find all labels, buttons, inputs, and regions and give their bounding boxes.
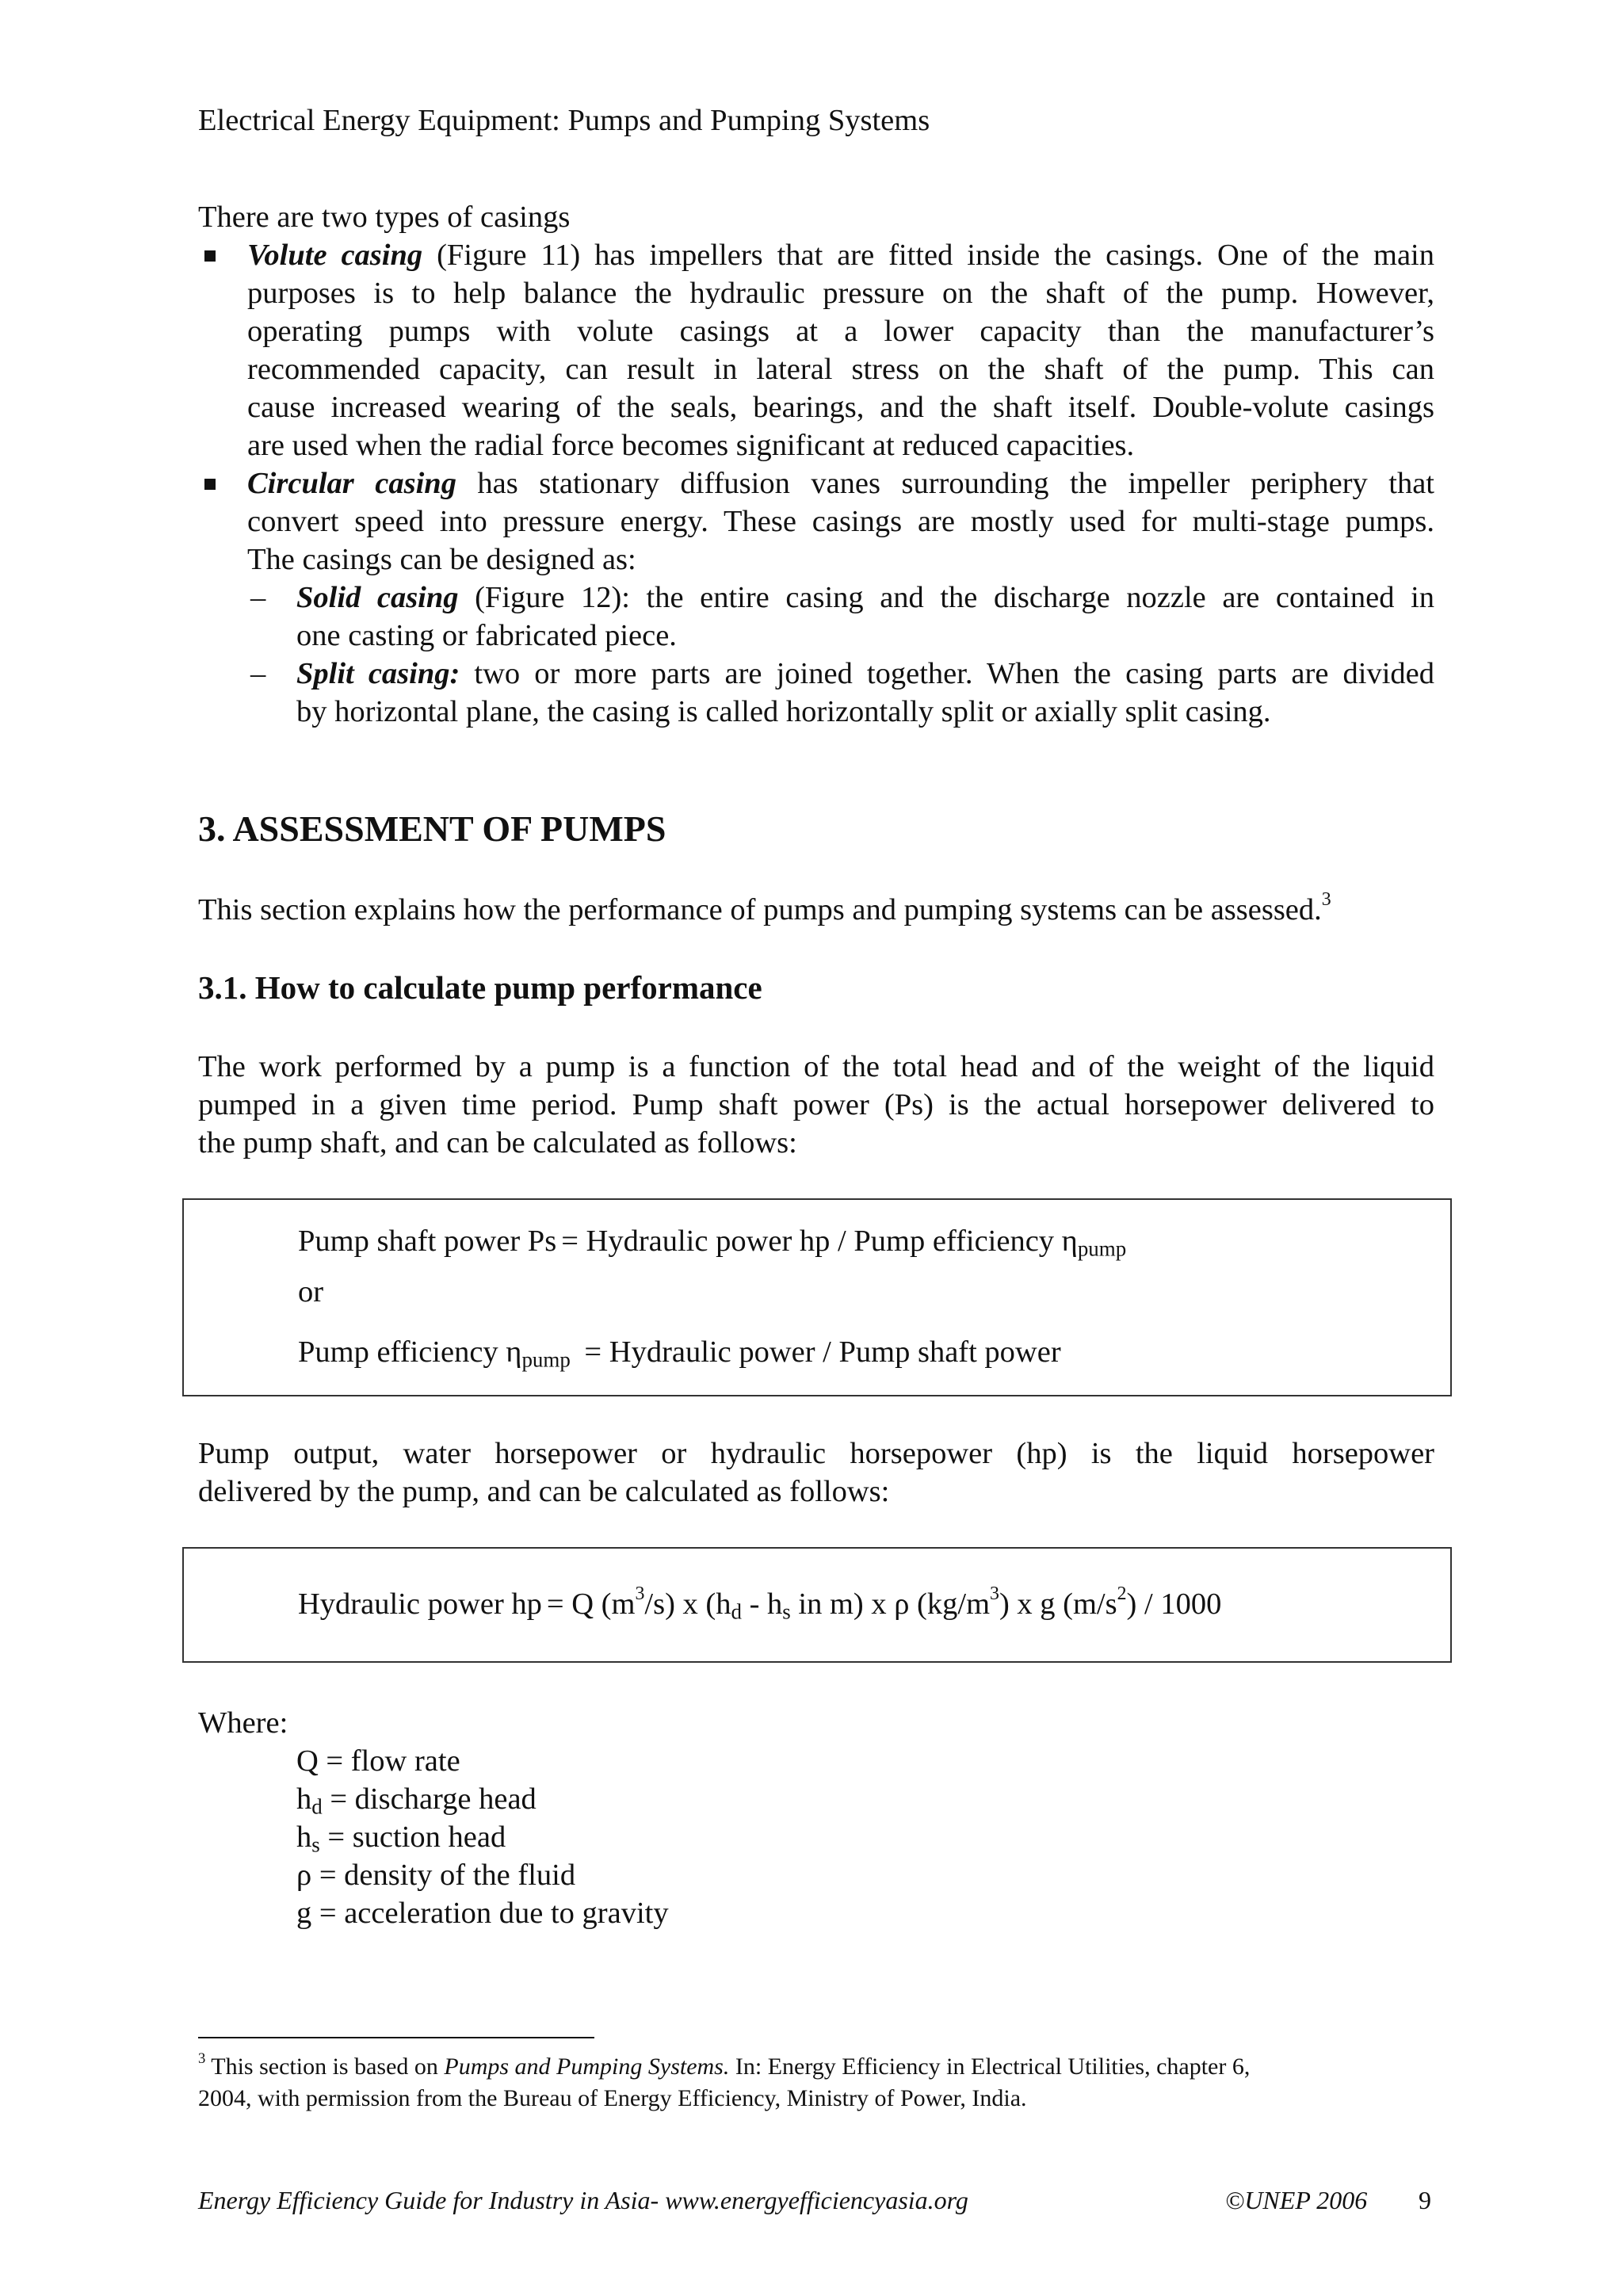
circular-casing-item: Circular casing has stationary diffusion vanes surrounding the impeller periphery that convert speed into pressure energy. These casings are mostly used for multi-stage pumps. The casings can be designed as: [247,467,1434,576]
where-hs: $h_s$ = suction head [296,1820,506,1857]
formula-box-hydraulic-power [182,1547,1452,1663]
footnote-ref: 3 [1321,889,1331,911]
footnote-divider [198,2037,594,2038]
volute-casing-item: Volute casing (Figure 11) has impellers that are fitted inside the casings. One of the main purposes is to help balance the hydraulic pressure on the shaft of the pump. However, operating pumps with volute casings at a lower capacity than the manufacturer’s recommended capacity, can result in lateral stress on the shaft of the pump. This can cause increased wearing of the seals, bearings, and the shaft itself. Double-volute casings are used when the radial force becomes significant at reduced capacities. [247,239,1435,462]
dash-marker: – [250,581,266,614]
where-g: g = acceleration due to gravity [296,1897,669,1930]
footer-guide-title: Energy Efficiency Guide for Industry in Asia- www.energyefficiencyasia.org [198,2186,968,2214]
running-header: Electrical Energy Equipment: Pumps and Pumping Systems [198,104,930,137]
split-casing-term: Split casing: [296,657,460,690]
footnote: $^3$ This section is based on Pumps and Pumping Systems. In: Energy Efficiency in Electrical Utilities, chapter 6, 2004, with permission from the Bureau of Energy Efficiency, Ministry of Power, India. [198,2050,1251,2111]
where-rho: ρ = density of the fluid [296,1859,576,1892]
bullet-icon [204,250,216,262]
formula-efficiency: Pump efficiency $\eta_{pump}$ = Hydraulic power / Pump shaft power [298,1335,1061,1372]
where-hd: $h_d$ = discharge head [296,1782,537,1819]
section-heading: 3. ASSESSMENT OF PUMPS [198,808,666,849]
formula-hydraulic-power: Hydraulic power hp = Q $(m^3/s)$ x ($h_d - h_s$ in m) x ρ $(kg/m^3)$ x g $(m/s^2) / 1000$ [298,1584,1222,1624]
split-casing-item: Split casing: two or more parts are joined together. When the casing parts are divided by horizontal plane, the casing is called horizontally split or axially split casing. [296,657,1434,728]
where-label: Where: [198,1706,288,1740]
bullet-icon [204,479,216,490]
pump-output-paragraph: Pump output, water horsepower or hydraulic horsepower (hp) is the liquid horsepower delivered by the pump, and can be calculated as follows: [198,1437,1434,1508]
formula-shaft-power: Pump shaft power Ps = Hydraulic power hp / Pump efficiency $\eta_{pump}$ [298,1224,1127,1261]
formula-or: or [298,1275,324,1308]
casing-intro: There are two types of casings [198,201,571,234]
footer-copyright: ©UNEP 2006 [1225,2186,1368,2214]
circular-casing-term: Circular casing [247,467,456,500]
subsection-heading: 3.1. How to calculate pump performance [198,969,762,1006]
page-number: 9 [1419,2186,1431,2214]
formula-box-shaft-power [182,1198,1452,1396]
where-q: Q = flow rate [296,1744,460,1778]
solid-casing-item: Solid casing (Figure 12): the entire casing and the discharge nozzle are contained in one casting or fabricated piece. [296,581,1435,652]
volute-casing-term: Volute casing [247,239,423,272]
section-intro: This section explains how the performance of pumps and pumping systems can be assessed.$^3$ [198,889,1331,926]
pump-work-paragraph: The work performed by a pump is a function of the total head and of the weight of the liquid pumped in a given time period. Pump shaft power (Ps) is the actual horsepower delivered to the pump shaft, and can be calculated as follows: [198,1050,1434,1159]
where-list [296,1742,669,1932]
solid-casing-term: Solid casing [296,581,459,614]
dash-marker: – [250,657,266,690]
